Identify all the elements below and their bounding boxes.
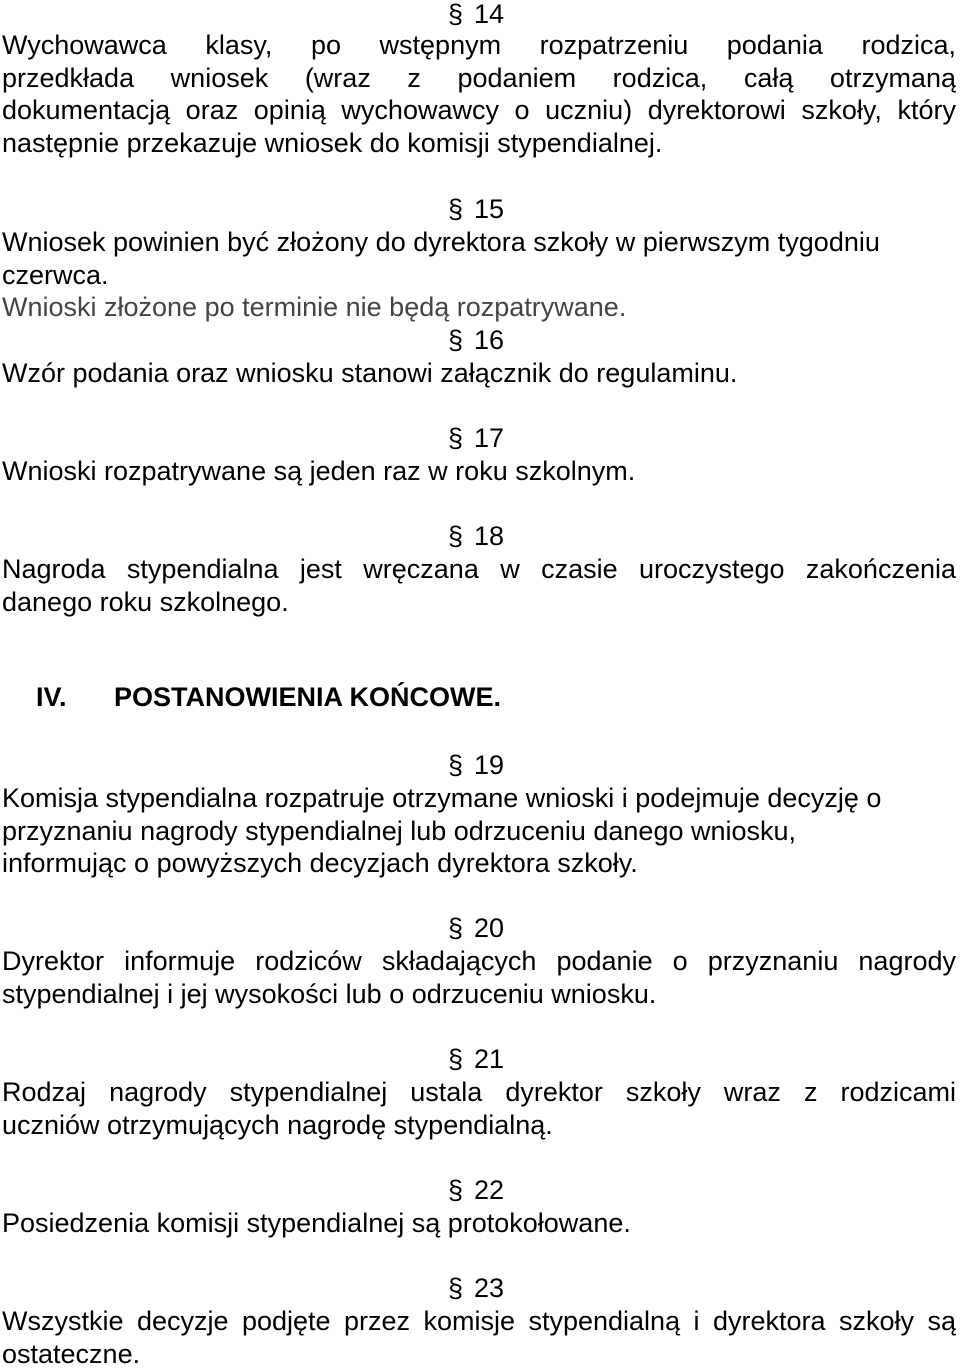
- section-number: 21: [474, 1044, 504, 1074]
- section-number: 15: [474, 194, 504, 224]
- paragraph-line: Nagroda stypendialna jest wręczana w czasie uroczystego zakończenia: [2, 553, 956, 586]
- section-number: 20: [474, 913, 504, 943]
- section-body-21: [2, 1076, 956, 1141]
- section-symbol: §: [448, 324, 474, 357]
- section-symbol: §: [448, 912, 474, 945]
- paragraph-line: stypendialnej i jej wysokości lub o odrzuceniu wniosku.: [2, 978, 956, 1011]
- section-body-23: [2, 1305, 956, 1370]
- paragraph-line: Wychowawca klasy, po wstępnym rozpatrzeniu podania rodzica,: [2, 29, 956, 62]
- paragraph-line: Wnioski złożone po terminie nie będą rozpatrywane.: [2, 291, 956, 324]
- paragraph-line: uczniów otrzymujących nagrodę stypendialną.: [2, 1109, 956, 1142]
- section-number: 23: [474, 1273, 504, 1303]
- section-symbol: §: [448, 749, 474, 782]
- paragraph-line: Rodzaj nagrody stypendialnej ustala dyrektor szkoły wraz z rodzicami: [2, 1076, 956, 1109]
- paragraph-line: ostateczne.: [2, 1338, 956, 1370]
- section-symbol: §: [448, 193, 474, 226]
- paragraph-line: informując o powyższych decyzjach dyrektora szkoły.: [2, 847, 956, 880]
- paragraph-line: Wzór podania oraz wniosku stanowi załącznik do regulaminu.: [2, 357, 956, 390]
- chapter-numeral: IV.: [36, 681, 67, 714]
- paragraph-line: czerwca.: [2, 259, 956, 292]
- section-symbol: §: [448, 1272, 474, 1305]
- section-body-22: [2, 1207, 956, 1240]
- section-number: 14: [474, 0, 504, 29]
- section-heading-17: [448, 422, 504, 455]
- section-symbol: §: [448, 422, 474, 455]
- paragraph-line: następnie przekazuje wniosek do komisji stypendialnej.: [2, 127, 956, 160]
- section-heading-16: [448, 324, 504, 357]
- section-heading-18: [448, 520, 504, 553]
- paragraph-line: Wnioski rozpatrywane są jeden raz w roku szkolnym.: [2, 455, 956, 488]
- paragraph-line: Wszystkie decyzje podjęte przez komisje stypendialną i dyrektora szkoły są: [2, 1305, 956, 1338]
- section-heading-23: [448, 1272, 504, 1305]
- paragraph-line: danego roku szkolnego.: [2, 586, 956, 619]
- section-symbol: §: [448, 520, 474, 553]
- section-number: 17: [474, 423, 504, 453]
- paragraph-line: przedkłada wniosek (wraz z podaniem rodzica, całą otrzymaną: [2, 62, 956, 95]
- section-body-15: [2, 226, 956, 324]
- paragraph-line: dokumentacją oraz opinią wychowawcy o uczniu) dyrektorowi szkoły, który: [2, 94, 956, 127]
- section-body-17: [2, 455, 956, 488]
- paragraph-line: Posiedzenia komisji stypendialnej są protokołowane.: [2, 1207, 956, 1240]
- section-heading-15: [448, 193, 504, 226]
- section-number: 18: [474, 521, 504, 551]
- paragraph-line: Dyrektor informuje rodziców składających podanie o przyznaniu nagrody: [2, 945, 956, 978]
- paragraph-line: Wniosek powinien być złożony do dyrektora szkoły w pierwszym tygodniu: [2, 226, 956, 259]
- section-number: 16: [474, 325, 504, 355]
- section-symbol: §: [448, 0, 474, 31]
- section-body-20: [2, 945, 956, 1010]
- section-body-16: [2, 357, 956, 390]
- section-number: 22: [474, 1175, 504, 1205]
- section-heading-20: [448, 912, 504, 945]
- section-heading-19: [448, 749, 504, 782]
- paragraph-line: Komisja stypendialna rozpatruje otrzymane wnioski i podejmuje decyzję o: [2, 782, 956, 815]
- section-heading-22: [448, 1174, 504, 1207]
- section-heading-21: [448, 1043, 504, 1076]
- section-number: 19: [474, 750, 504, 780]
- paragraph-line: przyznaniu nagrody stypendialnej lub odrzuceniu danego wniosku,: [2, 815, 956, 848]
- section-symbol: §: [448, 1174, 474, 1207]
- section-body-14: [2, 29, 956, 159]
- section-body-18: [2, 553, 956, 618]
- chapter-title: POSTANOWIENIA KOŃCOWE.: [114, 681, 501, 714]
- section-body-19: [2, 782, 956, 880]
- section-symbol: §: [448, 1043, 474, 1076]
- section-heading-14: [448, 0, 504, 31]
